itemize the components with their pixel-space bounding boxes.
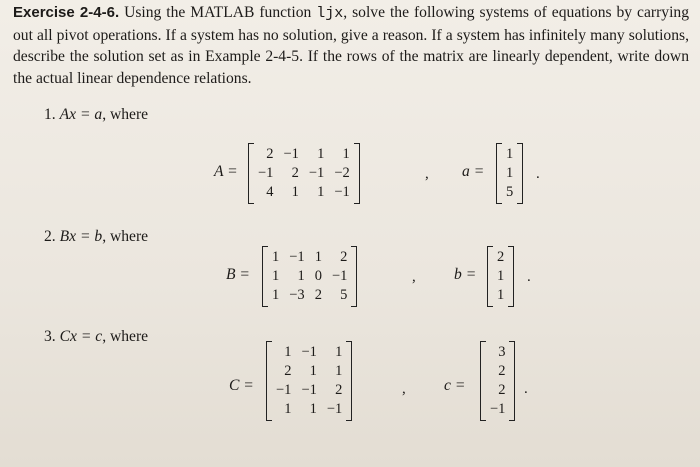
- bracket-corner: [508, 246, 514, 247]
- matrix-entry: 1: [335, 363, 343, 379]
- problem-2-heading: 2. Bx = b, where: [44, 228, 149, 245]
- vector-entry: 3: [498, 344, 506, 360]
- vector-c: [480, 341, 515, 421]
- matrix-entry: 1: [272, 268, 280, 284]
- comma: ,: [402, 381, 406, 397]
- problem-3-heading: 3. Cx = c, where: [44, 328, 149, 345]
- bracket-corner: [487, 306, 493, 307]
- bracket-corner: [508, 306, 514, 307]
- comma: ,: [412, 269, 416, 285]
- vector-entry: 1: [506, 146, 514, 162]
- vector-entry: 1: [497, 287, 505, 303]
- intro-text-2: , solve the following systems of equations by carrying out all pivot operations. If a system has no solution, give a reason. If a system has infinitely many solutions, describe the solution set as in Example 2-4-5. If the rows of the matrix are linearly dependent, write down the actual linear dependence relations.: [13, 4, 689, 87]
- bracket-corner: [351, 306, 357, 307]
- matrix-b-label: B =: [226, 266, 250, 283]
- bracket-corner: [346, 420, 352, 421]
- bracket-corner: [248, 203, 254, 204]
- bracket-corner: [517, 143, 523, 144]
- vector-entry: 1: [506, 165, 514, 181]
- bracket-corner: [509, 420, 515, 421]
- matrix-entry: 1: [297, 268, 305, 284]
- bracket-corner: [354, 203, 360, 204]
- matrix-entry: 1: [309, 363, 317, 379]
- bracket-corner: [480, 420, 486, 421]
- vector-entry: 2: [498, 382, 506, 398]
- period: .: [527, 269, 531, 285]
- vector-entry: 2: [498, 363, 506, 379]
- problem-1-heading: 1. Ax = a, where: [44, 106, 149, 123]
- matrix-entry: 1: [309, 401, 317, 417]
- bracket-corner: [354, 143, 360, 144]
- matrix-entry: −1: [289, 249, 305, 265]
- bracket-corner: [262, 306, 268, 307]
- matrix-entry: 1: [317, 184, 325, 200]
- matrix-entry: 2: [335, 382, 343, 398]
- bracket-corner: [509, 341, 515, 342]
- matrix-entry: −3: [289, 287, 305, 303]
- bracket-corner: [496, 203, 502, 204]
- vector-c-label: c =: [444, 377, 466, 394]
- vector-entry: 2: [497, 249, 505, 265]
- matrix-entry: −1: [283, 146, 299, 162]
- bracket-corner: [351, 246, 357, 247]
- intro-text-1: Using the MATLAB function: [124, 4, 312, 21]
- matrix-entry: −1: [308, 165, 325, 181]
- matrix-entry: 1: [284, 344, 292, 360]
- matrix-entry: −1: [326, 401, 343, 417]
- comma: ,: [425, 166, 429, 182]
- matrix-entry: 4: [266, 184, 274, 200]
- bracket-corner: [480, 341, 486, 342]
- period: .: [536, 166, 540, 182]
- matrix-entry: 1: [291, 184, 299, 200]
- matrix-entry: 2: [266, 146, 274, 162]
- exercise-intro: [13, 2, 689, 89]
- matrix-b: [262, 246, 357, 307]
- bracket-corner: [346, 341, 352, 342]
- bracket-corner: [496, 143, 502, 144]
- bracket-corner: [266, 341, 272, 342]
- matrix-entry: 1: [272, 287, 280, 303]
- matrix-entry: 2: [314, 287, 322, 303]
- matrix-entry: 5: [340, 287, 348, 303]
- matrix-entry: −1: [258, 165, 274, 181]
- bracket-corner: [517, 203, 523, 204]
- vector-b-label: b =: [454, 266, 477, 283]
- matrix-entry: −1: [331, 268, 348, 284]
- matrix-entry: −1: [334, 184, 350, 200]
- matrix-entry: 2: [291, 165, 299, 181]
- matrix-entry: 2: [340, 249, 348, 265]
- matrix-entry: 1: [314, 249, 322, 265]
- matrix-entry: 1: [284, 401, 292, 417]
- bracket-corner: [262, 246, 268, 247]
- matrix-c: [266, 341, 352, 421]
- vector-entry: −1: [490, 401, 506, 417]
- matrix-entry: −1: [276, 382, 292, 398]
- matrix-entry: 1: [272, 249, 280, 265]
- period: .: [524, 381, 528, 397]
- vector-entry: 1: [497, 268, 505, 284]
- bracket-corner: [266, 420, 272, 421]
- matrix-entry: −1: [301, 382, 317, 398]
- bracket-corner: [487, 246, 493, 247]
- vector-a: [496, 143, 523, 204]
- matrix-entry: 1: [335, 344, 343, 360]
- matrix-a-label: A =: [214, 163, 238, 180]
- bracket-corner: [248, 143, 254, 144]
- vector-a-label: a =: [462, 163, 485, 180]
- matrix-entry: 2: [284, 363, 292, 379]
- exercise-number: Exercise 2-4-6.: [13, 4, 120, 21]
- vector-entry: 5: [506, 184, 514, 200]
- vector-b: [487, 246, 514, 307]
- matrix-entry: −1: [301, 344, 317, 360]
- matrix-entry: 0: [314, 268, 322, 284]
- matlab-function-name: ljx: [316, 5, 344, 22]
- matrix-entry: 1: [342, 146, 350, 162]
- matrix-a: [248, 143, 360, 204]
- matrix-entry: −2: [334, 165, 350, 181]
- matrix-c-label: C =: [229, 377, 254, 394]
- matrix-entry: 1: [317, 146, 325, 162]
